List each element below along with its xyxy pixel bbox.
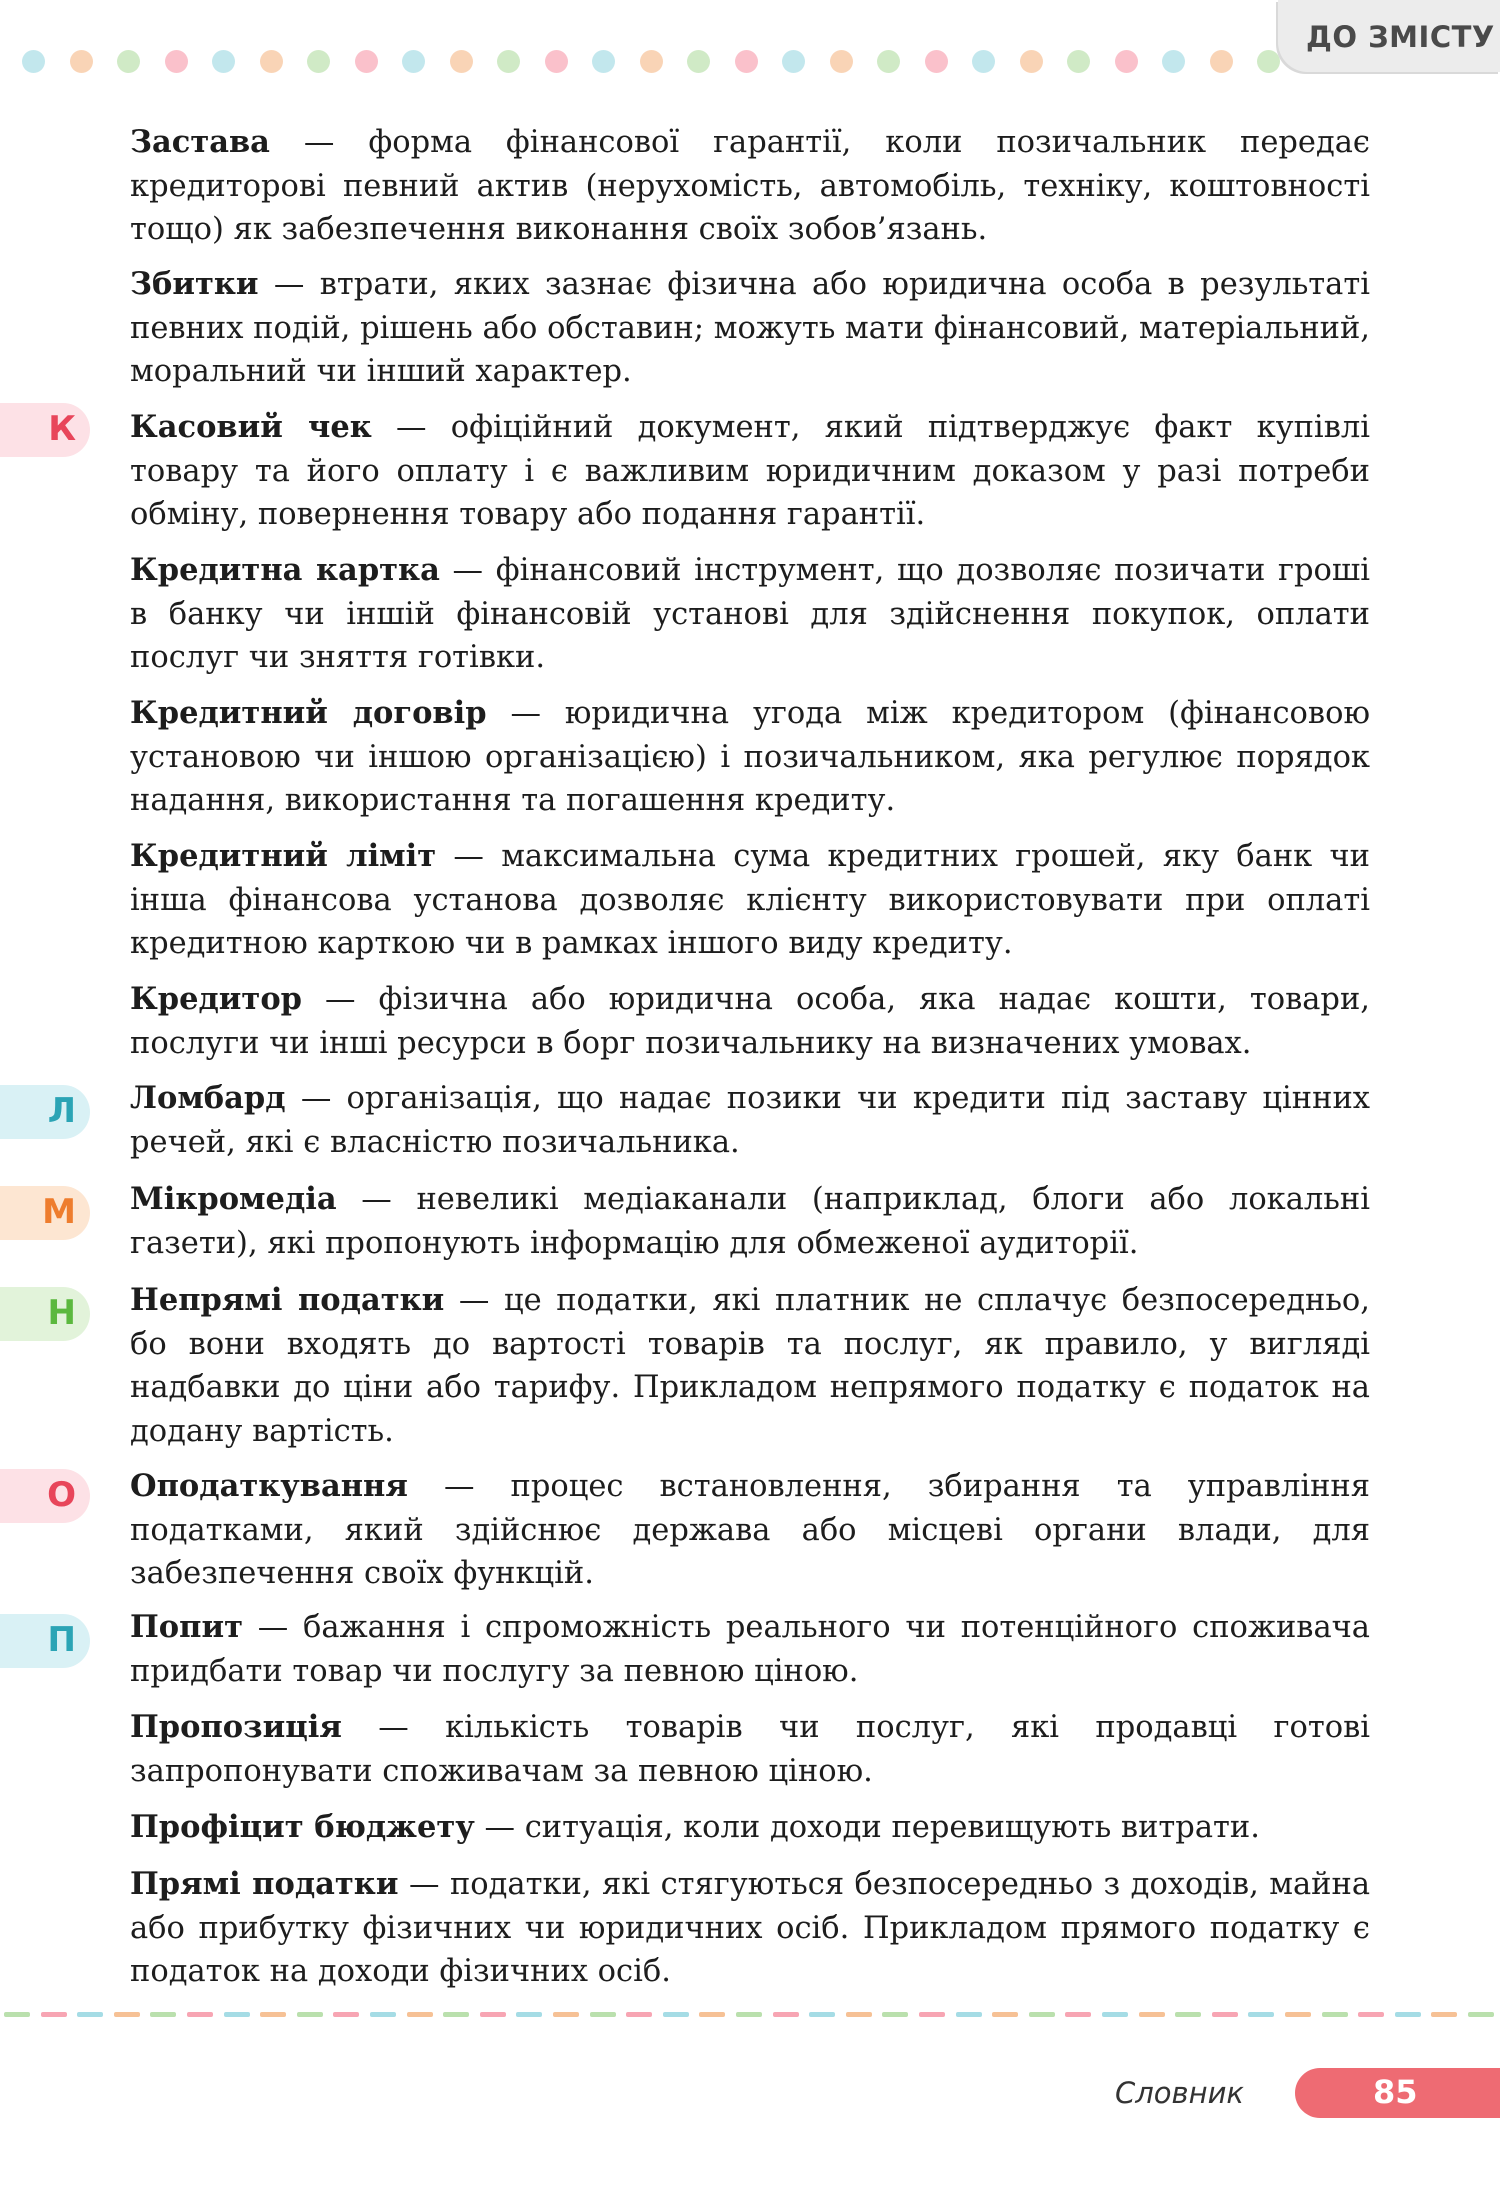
glossary-entry xyxy=(130,406,1370,537)
decorative-dash xyxy=(41,2012,67,2017)
glossary-term: Ломбард xyxy=(130,1080,286,1116)
toc-button[interactable] xyxy=(1278,0,1500,72)
decorative-dot xyxy=(1162,50,1185,73)
glossary-term: Касовий чек xyxy=(130,409,372,445)
glossary-definition: — ситуація, коли доходи перевищують витрати. xyxy=(474,1810,1260,1845)
decorative-dot xyxy=(925,50,948,73)
decorative-dash xyxy=(4,2012,30,2017)
decorative-dash xyxy=(297,2012,323,2017)
toc-label: ДО ЗМІСТУ xyxy=(1306,20,1495,54)
letter-tab-label: П xyxy=(47,1620,76,1660)
decorative-dash xyxy=(1065,2012,1091,2017)
letter-tab xyxy=(0,1614,90,1668)
glossary-term: Профіцит бюджету xyxy=(130,1809,475,1845)
decorative-dot xyxy=(877,50,900,73)
glossary-entry xyxy=(130,1077,1370,1164)
decorative-dash xyxy=(407,2012,433,2017)
decorative-dot xyxy=(355,50,378,73)
decorative-dash xyxy=(1431,2012,1457,2017)
decorative-dash xyxy=(1139,2012,1165,2017)
glossary-entry xyxy=(130,121,1370,252)
decorative-dash xyxy=(260,2012,286,2017)
page-number: 85 xyxy=(1373,2073,1418,2111)
decorative-dot xyxy=(1210,50,1233,73)
decorative-dash xyxy=(1212,2012,1238,2017)
glossary-definition: — фізична або юридична особа, яка надає кошти, товари, послуги чи інші ресурси в борг позичальнику на визначених умовах. xyxy=(130,982,1370,1061)
decorative-dot xyxy=(545,50,568,73)
letter-tab xyxy=(0,403,90,457)
glossary-definition: — юридична угода між кредитором (фінансовою установою чи іншою організацією) і позичальником, яка регулює порядок надання, використання та погашення кредиту. xyxy=(130,696,1370,819)
decorative-dash xyxy=(333,2012,359,2017)
page-number-badge xyxy=(1295,2068,1500,2118)
decorative-dot xyxy=(450,50,473,73)
glossary-entry xyxy=(130,549,1370,680)
glossary-entry xyxy=(130,263,1370,394)
glossary-term: Пропозиція xyxy=(130,1709,342,1745)
decorative-dot xyxy=(212,50,235,73)
decorative-dash xyxy=(1175,2012,1201,2017)
glossary-term: Застава xyxy=(130,124,270,160)
decorative-dash xyxy=(626,2012,652,2017)
decorative-dash xyxy=(992,2012,1018,2017)
glossary-term: Мікромедіа xyxy=(130,1181,337,1217)
glossary-entry xyxy=(130,1806,1370,1850)
decorative-dash xyxy=(480,2012,506,2017)
decorative-dash xyxy=(1395,2012,1421,2017)
decorative-dash xyxy=(663,2012,689,2017)
glossary-term: Кредитний договір xyxy=(130,695,487,731)
letter-tab-label: К xyxy=(48,409,76,449)
decorative-dash xyxy=(114,2012,140,2017)
glossary-term: Кредитний ліміт xyxy=(130,838,437,874)
decorative-dot xyxy=(1067,50,1090,73)
decorative-dash xyxy=(846,2012,872,2017)
decorative-dot xyxy=(1257,50,1280,73)
decorative-dot xyxy=(70,50,93,73)
decorative-dash xyxy=(1029,2012,1055,2017)
glossary-entry xyxy=(130,1279,1370,1453)
glossary-entry xyxy=(130,978,1370,1065)
glossary-term: Збитки xyxy=(130,266,259,302)
decorative-dash xyxy=(1358,2012,1384,2017)
glossary-term: Непрямі податки xyxy=(130,1282,445,1318)
glossary-definition: — податки, які стягуються безпосередньо з доходів, майна або прибутку фізичних чи юридичних осіб. Прикладом прямого податку є податок на доходи фізичних осіб. xyxy=(130,1867,1371,1990)
glossary-term: Попит xyxy=(130,1609,243,1645)
decorative-dot xyxy=(260,50,283,73)
glossary-definition: — форма фінансової гарантії, коли позичальник передає кредиторові певний актив (нерухомість, автомобіль, техніку, коштовності тощо) як забезпечення виконання своїх зобов’язань. xyxy=(130,125,1370,248)
decorative-dash-line xyxy=(0,2012,1500,2018)
letter-tab xyxy=(0,1287,90,1341)
letter-tab xyxy=(0,1469,90,1523)
decorative-dot xyxy=(22,50,45,73)
letter-tab-label: Н xyxy=(47,1293,76,1333)
decorative-dot xyxy=(402,50,425,73)
glossary-entry xyxy=(130,1863,1370,1994)
decorative-dash xyxy=(370,2012,396,2017)
glossary-entry xyxy=(130,835,1370,966)
glossary-definition: — це податки, які платник не сплачує безпосередньо, бо вони входять до вартості товарів та послуг, як правило, у вигляді надбавки до ціни або тарифу. Прикладом непрямого податку є податок на додану вартість. xyxy=(130,1283,1370,1449)
decorative-dash xyxy=(443,2012,469,2017)
letter-tab xyxy=(0,1186,90,1240)
decorative-dot xyxy=(972,50,995,73)
decorative-dot xyxy=(307,50,330,73)
decorative-dash xyxy=(516,2012,542,2017)
glossary-definition: — бажання і спроможність реального чи потенційного споживача придбати товар чи послугу за певною ціною. xyxy=(130,1610,1370,1689)
decorative-dot xyxy=(830,50,853,73)
decorative-dot xyxy=(1115,50,1138,73)
glossary-definition: — втрати, яких зазнає фізична або юридична особа в результаті певних подій, рішень або обставин; можуть мати фінансовий, матеріальний, моральний чи інший характер. xyxy=(130,267,1370,390)
decorative-dash xyxy=(187,2012,213,2017)
glossary-term: Прямі податки xyxy=(130,1866,399,1902)
decorative-dot xyxy=(687,50,710,73)
glossary-term: Оподаткування xyxy=(130,1468,408,1504)
decorative-dot xyxy=(735,50,758,73)
decorative-dash xyxy=(882,2012,908,2017)
glossary-definition: — максимальна сума кредитних грошей, яку банк чи інша фінансова установа дозволяє клієнту використовувати при оплаті кредитною карткою чи в рамках іншого виду кредиту. xyxy=(130,839,1370,962)
glossary-term: Кредитор xyxy=(130,981,302,1017)
letter-tab xyxy=(0,1085,90,1139)
glossary-definition: — офіційний документ, який підтверджує факт купівлі товару та його оплату і є важливим юридичним доказом у разі потреби обміну, повернення товару або подання гарантії. xyxy=(130,410,1370,533)
footer-section-title: Словник xyxy=(1115,2076,1244,2110)
decorative-dot xyxy=(1020,50,1043,73)
decorative-dot xyxy=(592,50,615,73)
glossary-entry xyxy=(130,1465,1370,1596)
decorative-dot xyxy=(782,50,805,73)
decorative-dot xyxy=(640,50,663,73)
decorative-dash xyxy=(773,2012,799,2017)
glossary-definition: — невеликі медіаканали (наприклад, блоги або локальні газети), які пропонують інформацію для обмеженої аудиторії. xyxy=(130,1182,1370,1261)
glossary-definition: — фінансовий інструмент, що дозволяє позичати гроші в банку чи іншій фінансовій установі для здійснення покупок, оплати послуг чи зняття готівки. xyxy=(130,553,1370,676)
decorative-dash xyxy=(809,2012,835,2017)
glossary-definition: — кількість товарів чи послуг, які продавці готові запропонувати споживачам за певною ціною. xyxy=(130,1710,1370,1789)
glossary-entry xyxy=(130,1706,1370,1793)
decorative-dash xyxy=(956,2012,982,2017)
decorative-dash xyxy=(736,2012,762,2017)
decorative-dash xyxy=(590,2012,616,2017)
decorative-dash xyxy=(553,2012,579,2017)
decorative-dash xyxy=(1285,2012,1311,2017)
letter-tab-label: Л xyxy=(47,1091,76,1131)
decorative-dash xyxy=(699,2012,725,2017)
decorative-dot xyxy=(117,50,140,73)
decorative-dash xyxy=(150,2012,176,2017)
glossary-definition: — організація, що надає позики чи кредити під заставу цінних речей, які є власністю позичальника. xyxy=(130,1081,1370,1160)
decorative-dash xyxy=(77,2012,103,2017)
decorative-dash xyxy=(1248,2012,1274,2017)
letter-tab-label: О xyxy=(47,1475,76,1515)
letter-tab-label: М xyxy=(42,1192,76,1232)
decorative-dash xyxy=(224,2012,250,2017)
decorative-dash xyxy=(1468,2012,1494,2017)
glossary-entry xyxy=(130,692,1370,823)
glossary-term: Кредитна картка xyxy=(130,552,440,588)
decorative-dot xyxy=(497,50,520,73)
decorative-dash xyxy=(919,2012,945,2017)
decorative-dash xyxy=(1322,2012,1348,2017)
glossary-definition: — процес встановлення, збирання та управління податками, який здійснює держава або місцеві органи влади, для забезпечення своїх функцій. xyxy=(130,1469,1370,1592)
decorative-dot xyxy=(165,50,188,73)
glossary-entry xyxy=(130,1178,1370,1265)
glossary-entry xyxy=(130,1606,1370,1693)
decorative-dash xyxy=(1102,2012,1128,2017)
